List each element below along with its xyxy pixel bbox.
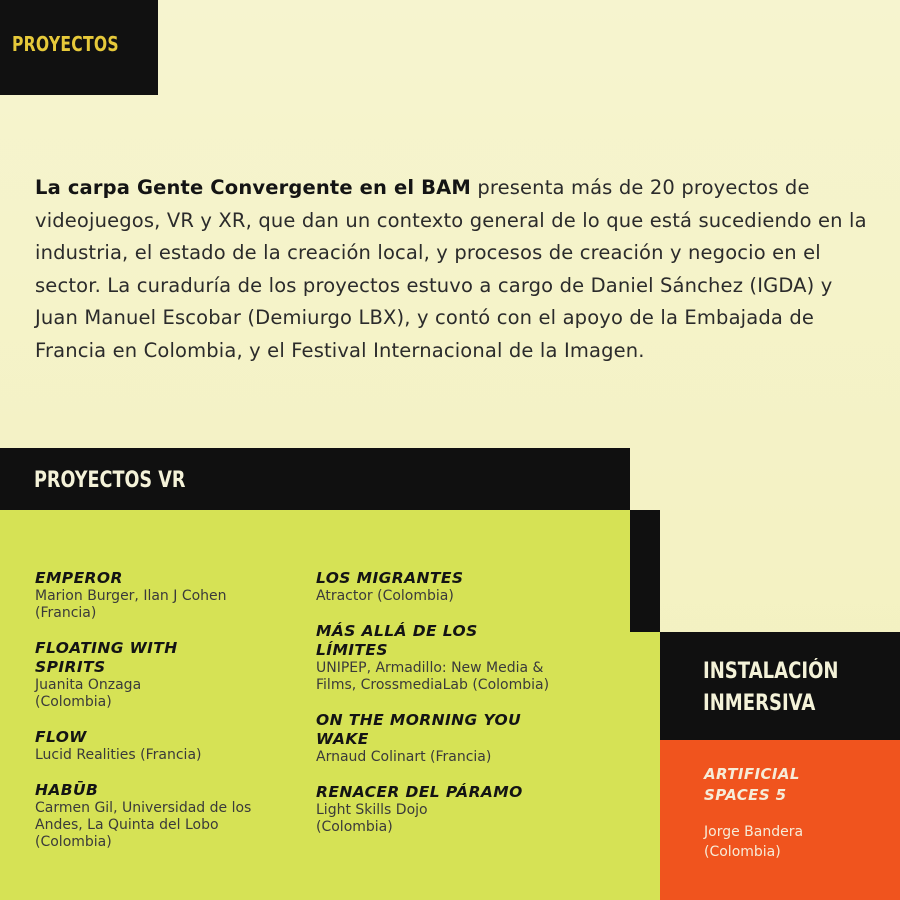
vr-heading: PROYECTOS VR — [34, 468, 186, 493]
vr-heading-band — [0, 448, 630, 510]
list-item — [316, 711, 616, 766]
list-item — [316, 622, 616, 694]
list-item — [316, 783, 616, 836]
project-credit: Lucid Realities (Francia) — [35, 747, 202, 763]
project-credit: Carmen Gil, Universidad de los Andes, La Quinta del Lobo (Colombia) — [35, 800, 252, 850]
project-title: LOS MIGRANTES — [316, 569, 464, 587]
project-credit: Marion Burger, Ilan J Cohen (Francia) — [35, 588, 227, 621]
list-item — [35, 728, 295, 764]
vr-list-left — [35, 569, 295, 868]
project-credit: Light Skills Dojo (Colombia) — [316, 802, 428, 835]
list-item — [316, 569, 616, 605]
section-tag — [0, 0, 158, 95]
project-title: RENACER DEL PÁRAMO — [316, 783, 523, 801]
project-title: FLOW — [35, 728, 87, 746]
vr-panel-step — [630, 632, 660, 900]
vr-list-right — [316, 569, 616, 853]
project-title: ARTIFICIAL SPACES 5 — [704, 765, 800, 804]
list-item — [35, 569, 295, 622]
list-item — [35, 781, 295, 851]
project-credit: UNIPEP, Armadillo: New Media & Films, CrossmediaLab (Colombia) — [316, 660, 550, 693]
project-credit: Arnaud Colinart (Francia) — [316, 749, 492, 765]
project-title: MÁS ALLÁ DE LOS LÍMITES — [316, 622, 478, 659]
installation-project — [704, 764, 884, 862]
project-credit: Juanita Onzaga (Colombia) — [35, 677, 142, 710]
project-title: ON THE MORNING YOU WAKE — [316, 711, 522, 748]
section-tag-label: PROYECTOS — [12, 32, 119, 56]
project-title: HABŪB — [35, 781, 99, 799]
project-credit: Jorge Bandera (Colombia) — [704, 824, 804, 860]
project-title: EMPEROR — [35, 569, 123, 587]
intro-text: presenta más de 20 proyectos de videojuegos, VR y XR, que dan un contexto general de lo que está sucediendo en la industria, el estado de la creación local, y procesos de creación y negocio en el sector. La curaduría de los proyectos estuvo a cargo de Daniel Sánchez (IGDA) y Juan Manuel Escobar (Demiurgo LBX), y contó con el apoyo de la Embajada de Francia en Colombia, y el Festival Internacional de la Imagen. — [35, 176, 867, 362]
installation-heading: INSTALACIÓN INMERSIVA — [703, 659, 839, 716]
project-title: FLOATING WITH SPIRITS — [35, 639, 178, 676]
black-step-1 — [630, 510, 660, 632]
intro-paragraph — [35, 172, 875, 367]
intro-bold: La carpa Gente Convergente en el BAM — [35, 176, 471, 199]
list-item — [35, 639, 295, 711]
project-credit: Atractor (Colombia) — [316, 588, 454, 604]
